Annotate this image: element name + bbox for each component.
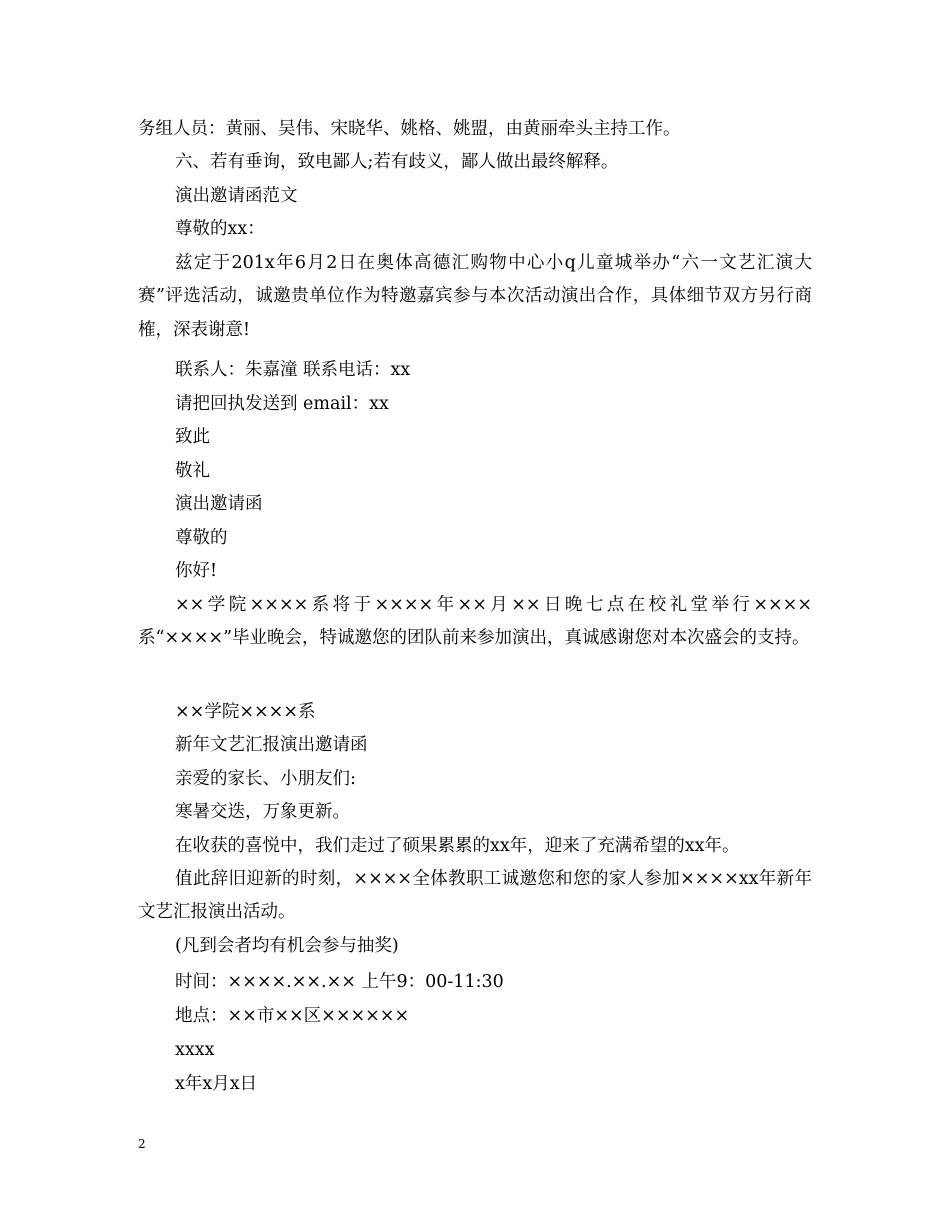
- paragraph-event-location: 地点：××市××区××××××: [175, 1006, 410, 1026]
- signature-date: x年x月x日: [175, 1074, 258, 1094]
- paragraph-seasons-change: 寒暑交迭，万象更新。: [175, 802, 350, 822]
- paragraph-lottery-note: (凡到会者均有机会参与抽奖): [175, 936, 399, 956]
- salutation-parents-children: 亲爱的家长、小朋友们:: [175, 769, 356, 789]
- heading-performance-invitation: 演出邀请函: [175, 494, 263, 514]
- salutation-dear-xx: 尊敬的xx：: [175, 219, 265, 239]
- signature-organizer: xxxx: [175, 1040, 215, 1060]
- closing-zhici: 致此: [175, 427, 210, 447]
- heading-performance-invitation-sample: 演出邀请函范文: [175, 186, 298, 206]
- heading-new-year-invitation: 新年文艺汇报演出邀请函: [175, 735, 368, 755]
- paragraph-contact-person: 联系人：朱嘉潼 联系电话：xx: [175, 360, 411, 380]
- paragraph-reply-email: 请把回执发送到 email：xx: [175, 394, 389, 414]
- paragraph-harvest-joy: 在收获的喜悦中，我们走过了硕果累累的xx年，迎来了充满希望的xx年。: [175, 836, 740, 856]
- paragraph-graduation-gala-invitation: ××学院××××系将于××××年××月××日晚七点在校礼堂举行××××系“××××”毕业晚会，特诚邀您的团队前来参加演出，真诚感谢您对本次盛会的支持。: [138, 595, 812, 649]
- salutation-dear: 尊敬的: [175, 528, 228, 548]
- paragraph-new-year-event: 值此辞旧迎新的时刻，××××全体教职工诚邀您和您的家人参加××××xx年新年文艺汇报演出活动。: [138, 869, 812, 923]
- signature-college-department: ××学院××××系: [175, 702, 316, 722]
- paragraph-event-time: 时间：××××.××.×× 上午9：00-11:30: [175, 972, 504, 992]
- paragraph-inquiry-note: 六、若有垂询，致电鄙人;若有歧义，鄙人做出最终解释。: [175, 152, 619, 172]
- closing-jingli: 敬礼: [175, 461, 210, 481]
- paragraph-childrens-day-invitation: 兹定于201x年6月2日在奥体高德汇购物中心小q儿童城举办“六一文艺汇演大赛”评选活动，诚邀贵单位作为特邀嘉宾参与本次活动演出合作，具体细节双方另行商榷，深表谢意!: [138, 253, 812, 340]
- page-number: 2: [138, 1137, 146, 1151]
- greeting-hello: 你好!: [175, 561, 218, 581]
- paragraph-staff-list: 务组人员：黄丽、吴伟、宋晓华、姚格、姚盟，由黄丽牵头主持工作。: [138, 119, 681, 139]
